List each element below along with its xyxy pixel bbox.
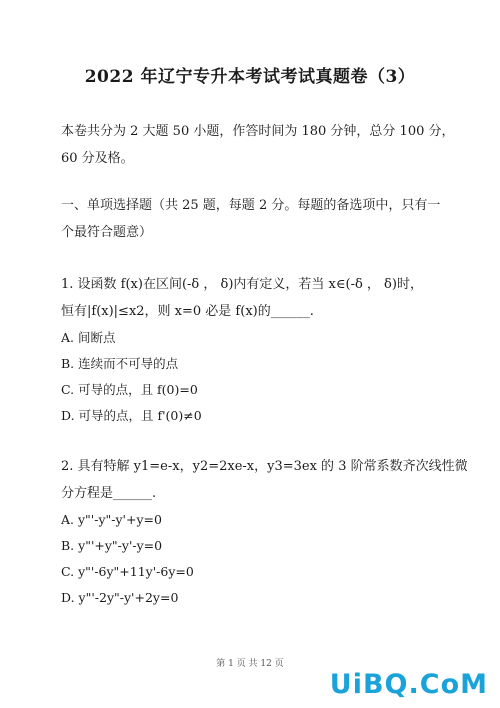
question-2 [61,453,468,611]
section-line: 个最符合题意） [61,225,153,240]
question-stem-line: 恒有|f(x)|≤x2，则 x=0 必是 f(x)的______. [61,304,314,319]
option-c: C. y"'-6y"+11y'-6y=0 [61,564,194,579]
option-d: D. 可导的点，且 f'(0)≠0 [61,408,202,423]
exam-intro [61,118,453,172]
option-b: B. y"'+y"-y'-y=0 [61,538,163,553]
option-a: A. 间断点 [61,330,116,345]
question-stem-line: 2. 具有特解 y1=e-x，y2=2xe-x，y3=3ex 的 3 阶常系数齐次线性微 [61,459,468,474]
section-line: 一、单项选择题（共 25 题，每题 2 分。每题的备选项中，只有一 [61,198,441,213]
document-title: 2022 年辽宁专升本考试考试真题卷（3） [84,67,416,87]
page-footer: 第 1 页 共 12 页 [216,659,284,669]
watermark-logo: UiBQ.CoM [329,669,488,700]
intro-line: 本卷共分为 2 大题 50 小题，作答时间为 180 分钟，总分 100 分， [61,124,455,139]
question-stem-line: 分方程是______. [61,486,157,501]
question-stem-line: 1. 设函数 f(x)在区间(-δ ， δ)内有定义，若当 x∈(-δ ， δ)时， [61,277,423,292]
question-1 [61,271,453,429]
intro-line: 60 分及格。 [61,151,134,166]
section-heading [61,192,453,246]
option-a: A. y"'-y"-y'+y=0 [61,512,162,527]
option-d: D. y"'-2y"-y'+2y=0 [61,590,179,605]
option-c: C. 可导的点，且 f(0)=0 [61,382,198,397]
option-b: B. 连续而不可导的点 [61,356,179,371]
